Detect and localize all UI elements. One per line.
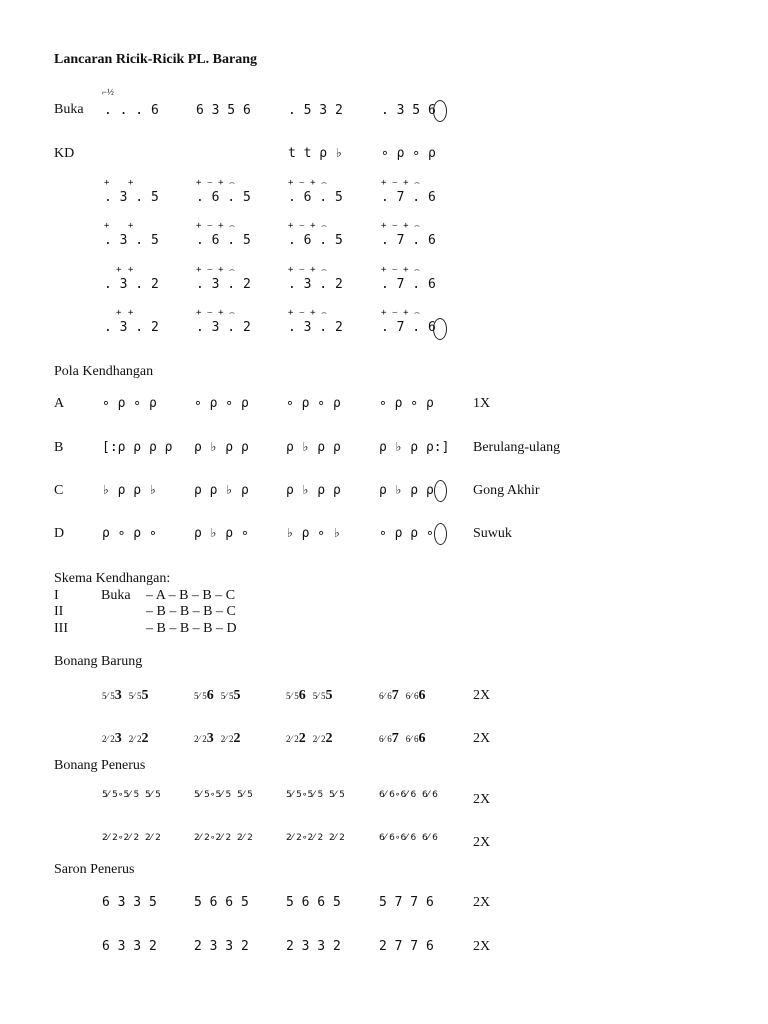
skema-row-1-seq: – A – B – B – C bbox=[146, 588, 236, 603]
bonang-ornament: 6⁄ 6 bbox=[379, 691, 392, 701]
balungan-mark: + ⌣ + ⌢ bbox=[288, 265, 327, 275]
bonang-penerus-row-1-group-4: 6⁄ 6∘6⁄ 6 6⁄ 6 bbox=[379, 790, 438, 800]
bonang-penerus-row-2-group-1: 2⁄ 2∘2⁄ 2 2⁄ 2 bbox=[102, 833, 161, 843]
pola-heading: Pola Kendhangan bbox=[54, 364, 154, 379]
balungan-row-2-group-1: . 3 . 5 bbox=[104, 233, 159, 248]
bonang-note: 6 bbox=[206, 688, 221, 703]
balungan-mark: + ⌣ + ⌢ bbox=[381, 178, 420, 188]
bonang-ornament: 5⁄ 5 bbox=[102, 691, 115, 701]
bonang-ornament: 6⁄ 6 bbox=[379, 734, 392, 744]
saron-penerus-row-1-group-3: 5 6 6 5 bbox=[286, 895, 341, 910]
bonang-note: 2 bbox=[233, 731, 248, 746]
balungan-mark: + bbox=[128, 178, 134, 188]
saron-penerus-row-1-group-2: 5 6 6 5 bbox=[194, 895, 249, 910]
balungan-mark: + bbox=[104, 178, 110, 188]
pola-row-label: C bbox=[54, 483, 64, 498]
pola-row-1-group-2: ∘ ρ ∘ ρ bbox=[194, 396, 249, 411]
bonang-ornament: 5⁄ 5 bbox=[312, 691, 326, 701]
bonang-penerus-heading: Bonang Penerus bbox=[54, 758, 146, 773]
saron-penerus-rep: 2X bbox=[473, 939, 491, 954]
balungan-mark: + ⌣ + ⌢ bbox=[381, 265, 420, 275]
balungan-mark: + bbox=[116, 308, 122, 318]
balungan-mark: + bbox=[128, 221, 134, 231]
saron-penerus-row-2-group-2: 2 3 3 2 bbox=[194, 939, 249, 954]
saron-penerus-row-2-group-1: 6 3 3 2 bbox=[102, 939, 157, 954]
balungan-row-1-group-3: . 6 . 5 bbox=[288, 190, 343, 205]
bonang-barung-row-1-group-4 bbox=[379, 688, 433, 704]
gong-circle bbox=[433, 100, 447, 122]
pola-row-1-group-4: ∘ ρ ∘ ρ bbox=[379, 396, 434, 411]
balungan-row-1-group-2: . 6 . 5 bbox=[196, 190, 251, 205]
bonang-penerus-row-1-group-1: 5⁄ 5∘5⁄ 5 5⁄ 5 bbox=[102, 790, 161, 800]
balungan-mark: + ⌣ + ⌢ bbox=[381, 308, 420, 318]
pola-row-1-group-3: ∘ ρ ∘ ρ bbox=[286, 396, 341, 411]
pola-row-2-group-2: ρ ♭ ρ ρ bbox=[194, 440, 249, 455]
saron-penerus-row-1-group-4: 5 7 7 6 bbox=[379, 895, 434, 910]
balungan-mark: + bbox=[128, 308, 134, 318]
bonang-ornament: 6⁄ 6 bbox=[405, 734, 419, 744]
page-title: Lancaran Ricik-Ricik PL. Barang bbox=[54, 52, 258, 67]
balungan-row-4-group-3: . 3 . 2 bbox=[288, 320, 343, 335]
saron-penerus-heading: Saron Penerus bbox=[54, 862, 135, 877]
bonang-penerus-rep: 2X bbox=[473, 835, 491, 850]
buka-group-2: 6 3 5 6 bbox=[196, 103, 251, 118]
kd-label: KD bbox=[54, 146, 75, 161]
pola-row-4-group-2: ρ ♭ ρ ∘ bbox=[194, 526, 249, 541]
balungan-row-2-group-4: . 7 . 6 bbox=[381, 233, 436, 248]
skema-row-1-num: I bbox=[54, 588, 59, 603]
balungan-row-3-group-3: . 3 . 2 bbox=[288, 277, 343, 292]
bonang-penerus-rep: 2X bbox=[473, 792, 491, 807]
pola-row-note: Suwuk bbox=[473, 526, 512, 541]
pola-row-3-group-4: ρ ♭ ρ ρ bbox=[379, 483, 434, 498]
bonang-note: 5 bbox=[325, 688, 340, 703]
pola-row-3-group-2: ρ ρ ♭ ρ bbox=[194, 483, 249, 498]
bonang-barung-rep: 2X bbox=[473, 688, 491, 703]
bonang-barung-row-2-group-1 bbox=[102, 731, 156, 747]
bonang-note: 5 bbox=[233, 688, 248, 703]
bonang-note: 3 bbox=[114, 688, 129, 703]
pola-row-3-group-3: ρ ♭ ρ ρ bbox=[286, 483, 341, 498]
bonang-barung-rep: 2X bbox=[473, 731, 491, 746]
balungan-mark: + ⌣ + ⌢ bbox=[196, 308, 235, 318]
saron-penerus-row-2-group-4: 2 7 7 6 bbox=[379, 939, 434, 954]
bonang-barung-row-1-group-1 bbox=[102, 688, 156, 704]
bonang-note: 7 bbox=[391, 731, 406, 746]
pola-row-1-group-1: ∘ ρ ∘ ρ bbox=[102, 396, 157, 411]
pola-row-note: 1X bbox=[473, 396, 491, 411]
balungan-mark: + ⌣ + ⌢ bbox=[196, 265, 235, 275]
bonang-penerus-row-1-group-3: 5⁄ 5∘5⁄ 5 5⁄ 5 bbox=[286, 790, 345, 800]
saron-penerus-row-2-group-3: 2 3 3 2 bbox=[286, 939, 341, 954]
balungan-row-3-group-2: . 3 . 2 bbox=[196, 277, 251, 292]
balungan-row-2-group-3: . 6 . 5 bbox=[288, 233, 343, 248]
gong-circle bbox=[433, 188, 445, 208]
bonang-note: 3 bbox=[206, 731, 221, 746]
gong-circle bbox=[433, 318, 447, 340]
skema-heading: Skema Kendhangan: bbox=[54, 571, 171, 586]
bonang-barung-row-1-group-3 bbox=[286, 688, 340, 704]
skema-row-2-num: II bbox=[54, 604, 64, 619]
bonang-ornament: 5⁄ 5 bbox=[128, 691, 142, 701]
bonang-ornament: 2⁄ 2 bbox=[194, 734, 207, 744]
pola-row-3-group-1: ♭ ρ ρ ♭ bbox=[102, 483, 157, 498]
pola-row-note: Berulang-ulang bbox=[473, 440, 561, 455]
bonang-penerus-row-2-group-4: 6⁄ 6∘6⁄ 6 6⁄ 6 bbox=[379, 833, 438, 843]
balungan-mark: + bbox=[128, 265, 134, 275]
pola-row-label: A bbox=[54, 396, 65, 411]
kd-group-4: ∘ ρ ∘ ρ bbox=[381, 146, 436, 161]
skema-row-3-num: III bbox=[54, 621, 68, 636]
bonang-barung-row-1-group-2 bbox=[194, 688, 248, 704]
balungan-mark: + bbox=[116, 265, 122, 275]
balungan-row-1-group-1: . 3 . 5 bbox=[104, 190, 159, 205]
balungan-row-4-group-4: . 7 . 6 bbox=[381, 320, 436, 335]
bonang-penerus-row-1-group-2: 5⁄ 5∘5⁄ 5 5⁄ 5 bbox=[194, 790, 253, 800]
bonang-note: 2 bbox=[298, 731, 313, 746]
bonang-ornament: 5⁄ 5 bbox=[220, 691, 234, 701]
bonang-ornament: 5⁄ 5 bbox=[194, 691, 207, 701]
buka-superscript: ⌐½ bbox=[102, 87, 114, 97]
bonang-note: 7 bbox=[391, 688, 406, 703]
bonang-note: 5 bbox=[141, 688, 156, 703]
bonang-note: 6 bbox=[418, 688, 433, 703]
bonang-note: 2 bbox=[141, 731, 156, 746]
skema-row-3-seq: – B – B – B – D bbox=[146, 621, 237, 636]
buka-group-4: . 3 5 6 bbox=[381, 103, 436, 118]
pola-row-label: D bbox=[54, 526, 65, 541]
bonang-ornament: 2⁄ 2 bbox=[102, 734, 115, 744]
bonang-barung-row-2-group-3 bbox=[286, 731, 340, 747]
pola-row-note: Gong Akhir bbox=[473, 483, 540, 498]
pola-row-2-group-3: ρ ♭ ρ ρ bbox=[286, 440, 341, 455]
balungan-row-4-group-1: . 3 . 2 bbox=[104, 320, 159, 335]
buka-group-1: . . . 6 bbox=[104, 103, 159, 118]
bonang-barung-heading: Bonang Barung bbox=[54, 654, 143, 669]
bonang-penerus-row-2-group-3: 2⁄ 2∘2⁄ 2 2⁄ 2 bbox=[286, 833, 345, 843]
bonang-ornament: 6⁄ 6 bbox=[405, 691, 419, 701]
bonang-note: 6 bbox=[298, 688, 313, 703]
bonang-ornament: 2⁄ 2 bbox=[128, 734, 142, 744]
bonang-ornament: 2⁄ 2 bbox=[220, 734, 234, 744]
bonang-ornament: 2⁄ 2 bbox=[286, 734, 299, 744]
pola-row-label: B bbox=[54, 440, 64, 455]
balungan-mark: + ⌣ + ⌢ bbox=[196, 178, 235, 188]
gong-circle bbox=[433, 231, 445, 251]
balungan-mark: + bbox=[104, 221, 110, 231]
bonang-barung-row-2-group-4 bbox=[379, 731, 433, 747]
pola-row-2-group-4: ρ ♭ ρ ρ:] bbox=[379, 440, 450, 455]
saron-penerus-row-1-group-1: 6 3 3 5 bbox=[102, 895, 157, 910]
bonang-note: 2 bbox=[325, 731, 340, 746]
balungan-mark: + ⌣ + ⌢ bbox=[288, 308, 327, 318]
gong-circle bbox=[434, 480, 447, 502]
saron-penerus-rep: 2X bbox=[473, 895, 491, 910]
pola-row-4-group-4: ∘ ρ ρ ∘ bbox=[379, 526, 434, 541]
skema-row-2-seq: – B – B – B – C bbox=[146, 604, 236, 619]
buka-group-3: . 5 3 2 bbox=[288, 103, 343, 118]
bonang-note: 6 bbox=[418, 731, 433, 746]
kd-group-3: t t ρ ♭ bbox=[288, 146, 343, 161]
balungan-row-2-group-2: . 6 . 5 bbox=[196, 233, 251, 248]
balungan-row-4-group-2: . 3 . 2 bbox=[196, 320, 251, 335]
gong-circle bbox=[433, 275, 445, 295]
pola-row-4-group-1: ρ ∘ ρ ∘ bbox=[102, 526, 157, 541]
bonang-penerus-row-2-group-2: 2⁄ 2∘2⁄ 2 2⁄ 2 bbox=[194, 833, 253, 843]
skema-row-1-pre: Buka bbox=[101, 588, 131, 603]
bonang-barung-row-2-group-2 bbox=[194, 731, 248, 747]
balungan-mark: + ⌣ + ⌢ bbox=[288, 221, 327, 231]
bonang-note: 3 bbox=[114, 731, 129, 746]
pola-row-2-group-1: [:ρ ρ ρ ρ bbox=[102, 440, 173, 455]
balungan-row-3-group-1: . 3 . 2 bbox=[104, 277, 159, 292]
bonang-ornament: 5⁄ 5 bbox=[286, 691, 299, 701]
balungan-row-1-group-4: . 7 . 6 bbox=[381, 190, 436, 205]
balungan-mark: + ⌣ + ⌢ bbox=[381, 221, 420, 231]
balungan-mark: + ⌣ + ⌢ bbox=[288, 178, 327, 188]
pola-row-4-group-3: ♭ ρ ∘ ♭ bbox=[286, 526, 341, 541]
buka-label: Buka bbox=[54, 102, 84, 117]
gong-circle bbox=[434, 523, 447, 545]
balungan-mark: + ⌣ + ⌢ bbox=[196, 221, 235, 231]
balungan-row-3-group-4: . 7 . 6 bbox=[381, 277, 436, 292]
bonang-ornament: 2⁄ 2 bbox=[312, 734, 326, 744]
